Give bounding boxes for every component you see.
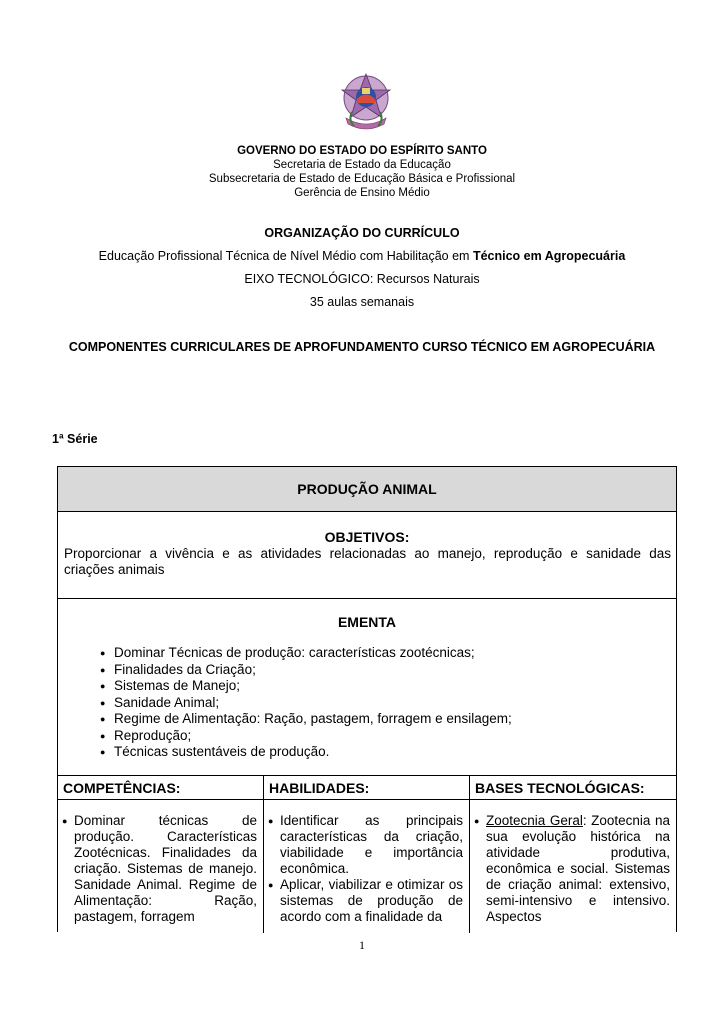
state-coat-of-arms-seal — [338, 68, 394, 140]
list-item: ● Sistemas de Manejo; — [100, 678, 676, 695]
technological-base-text: : Zootecnia na sua evolução histórica na atividade produtiva, econômica e social. Sistemas de criação animal: extensivo, semi-intensivo e intensivo. Aspectos — [486, 813, 670, 924]
list-item: ● Técnicas sustentáveis de produção. — [100, 744, 676, 761]
components-title: COMPONENTES CURRICULARES DE APROFUNDAMENTO CURSO TÉCNICO EM AGROPECUÁRIA — [68, 340, 656, 354]
curriculum-table — [57, 466, 677, 932]
qualification-text: Educação Profissional Técnica de Nível Médio com Habilitação em — [98, 249, 473, 263]
technological-bases-title: BASES TECNOLÓGICAS: — [475, 780, 645, 796]
table-header-production-animal: PRODUÇÃO ANIMAL — [58, 467, 676, 512]
skill-item: ● Identificar as principais características da criação, viabilidade e importância econômica. — [268, 813, 463, 877]
organization-title: ORGANIZAÇÃO DO CURRÍCULO — [264, 226, 460, 240]
list-item: ● Regime de Alimentação: Ração, pastagem, forragem e ensilagem; — [100, 711, 676, 728]
list-item: ● Finalidades da Criação; — [100, 662, 676, 679]
secretariat-name: Secretaria de Estado da Educação — [273, 159, 451, 171]
competencies-title: COMPETÊNCIAS: — [63, 780, 181, 796]
syllabus-list — [58, 645, 676, 761]
list-item: ● Sanidade Animal; — [100, 695, 676, 712]
list-item: ● Dominar Técnicas de produção: características zootécnicas; — [100, 645, 676, 662]
competencies-column — [58, 776, 264, 933]
technological-base-item — [474, 813, 670, 925]
skills-title: HABILIDADES: — [269, 780, 370, 796]
grade-label: 1ª Série — [52, 432, 98, 446]
three-column-section — [58, 776, 676, 933]
column-divider — [470, 799, 676, 800]
government-name: GOVERNO DO ESTADO DO ESPÍRITO SANTO — [237, 145, 487, 157]
objectives-text: Proporcionar a vivência e as atividades relacionadas ao manejo, reprodução e sanidade das criações animais — [64, 546, 671, 577]
qualification-course: Técnico em Agropecuária — [472, 249, 626, 263]
zootecnia-geral-term: Zootecnia Geral — [486, 813, 583, 828]
list-item: ● Reprodução; — [100, 728, 676, 745]
syllabus-section — [58, 599, 676, 776]
weekly-classes: 35 aulas semanais — [309, 295, 415, 309]
management-name: Gerência de Ensino Médio — [294, 187, 430, 199]
column-divider — [58, 799, 263, 800]
curriculum-organization — [0, 222, 724, 314]
objectives-section — [58, 512, 676, 599]
page-number: 1 — [359, 938, 365, 952]
technological-axis: EIXO TECNOLÓGICO: Recursos Naturais — [244, 272, 480, 286]
skills-column — [264, 776, 470, 933]
technological-bases-column — [470, 776, 676, 933]
subsecretariat-name: Subsecretaria de Estado de Educação Básica e Profissional — [208, 173, 516, 185]
skill-item: ● Aplicar, viabilizar e otimizar os sistemas de produção de acordo com a finalidade da — [268, 877, 463, 925]
syllabus-title: EMENTA — [337, 614, 397, 630]
column-divider — [264, 799, 469, 800]
objectives-title: OBJETIVOS: — [324, 529, 410, 545]
qualification-line — [0, 245, 724, 268]
competency-item: ● Dominar técnicas de produção. Características Zootécnicas. Finalidades da criação. Sistemas de manejo. Sanidade Animal. Regime de Alimentação: Ração, pastagem, forragem — [62, 813, 257, 925]
institution-header — [0, 144, 724, 200]
